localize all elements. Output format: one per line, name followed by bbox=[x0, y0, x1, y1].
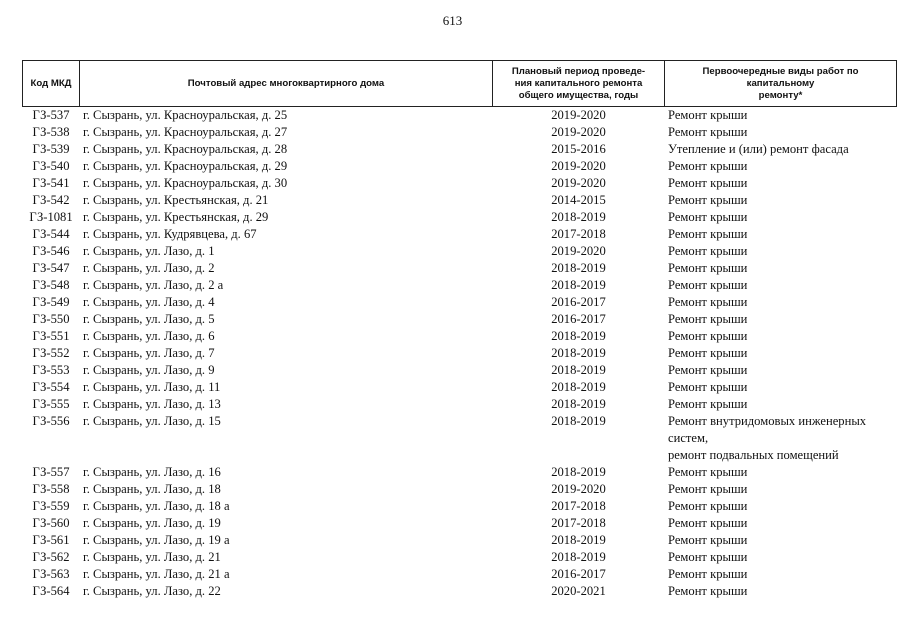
header-code: Код МКД bbox=[23, 61, 80, 107]
table-row bbox=[23, 209, 897, 226]
mkd-code-cell: ГЗ-548 bbox=[32, 278, 70, 292]
works-line: Ремонт крыши bbox=[668, 465, 748, 479]
table-row bbox=[23, 311, 897, 328]
mkd-code-cell: ГЗ-563 bbox=[32, 567, 70, 581]
period-cell: 2018-2019 bbox=[551, 261, 606, 275]
works-line: Ремонт крыши bbox=[668, 499, 748, 513]
mkd-code-cell: ГЗ-564 bbox=[32, 584, 70, 598]
works-cell bbox=[665, 141, 897, 158]
period-cell: 2017-2018 bbox=[551, 499, 606, 513]
address-cell: г. Сызрань, ул. Красноуральская, д. 28 bbox=[83, 142, 288, 156]
mkd-code-cell: ГЗ-554 bbox=[32, 380, 70, 394]
works-cell bbox=[665, 107, 897, 125]
address-cell: г. Сызрань, ул. Лазо, д. 7 bbox=[83, 346, 215, 360]
works-line: Ремонт крыши bbox=[668, 244, 748, 258]
mkd-code-cell: ГЗ-557 bbox=[32, 465, 70, 479]
table-row bbox=[23, 583, 897, 600]
header-period bbox=[493, 61, 665, 107]
works-cell bbox=[665, 328, 897, 345]
mkd-code-cell: ГЗ-558 bbox=[32, 482, 70, 496]
mkd-code-cell: ГЗ-560 bbox=[32, 516, 70, 530]
address-cell: г. Сызрань, ул. Красноуральская, д. 30 bbox=[83, 176, 288, 190]
address-cell: г. Сызрань, ул. Кудрявцева, д. 67 bbox=[83, 227, 257, 241]
address-cell: г. Сызрань, ул. Лазо, д. 22 bbox=[83, 584, 221, 598]
works-cell bbox=[665, 260, 897, 277]
works-cell bbox=[665, 294, 897, 311]
works-line: Ремонт крыши bbox=[668, 159, 748, 173]
mkd-code-cell: ГЗ-550 bbox=[32, 312, 70, 326]
works-cell bbox=[665, 226, 897, 243]
address-cell: г. Сызрань, ул. Лазо, д. 18 bbox=[83, 482, 221, 496]
works-line: Ремонт крыши bbox=[668, 584, 748, 598]
works-cell bbox=[665, 311, 897, 328]
period-cell: 2019-2020 bbox=[551, 176, 606, 190]
table-row bbox=[23, 498, 897, 515]
table-body bbox=[23, 107, 897, 601]
mkd-code-cell: ГЗ-555 bbox=[32, 397, 70, 411]
mkd-code-cell: ГЗ-549 bbox=[32, 295, 70, 309]
table-row bbox=[23, 158, 897, 175]
works-cell bbox=[665, 124, 897, 141]
address-cell: г. Сызрань, ул. Красноуральская, д. 25 bbox=[83, 108, 288, 122]
mkd-code-cell: ГЗ-544 bbox=[32, 227, 70, 241]
housing-registry-table bbox=[22, 60, 897, 600]
works-cell bbox=[665, 175, 897, 192]
address-cell: г. Сызрань, ул. Лазо, д. 1 bbox=[83, 244, 215, 258]
mkd-code-cell: ГЗ-546 bbox=[32, 244, 70, 258]
table-row bbox=[23, 243, 897, 260]
works-line: Ремонт крыши bbox=[668, 380, 748, 394]
address-cell: г. Сызрань, ул. Лазо, д. 15 bbox=[83, 414, 221, 428]
works-line: Ремонт крыши bbox=[668, 176, 748, 190]
header-period-line: ния капитального ремонта bbox=[514, 77, 643, 89]
works-cell bbox=[665, 532, 897, 549]
works-cell bbox=[665, 209, 897, 226]
works-line: Утепление и (или) ремонт фасада bbox=[668, 142, 849, 156]
table-row bbox=[23, 481, 897, 498]
period-cell: 2017-2018 bbox=[551, 227, 606, 241]
table-row bbox=[23, 362, 897, 379]
address-cell: г. Сызрань, ул. Лазо, д. 11 bbox=[83, 380, 221, 394]
address-cell: г. Сызрань, ул. Лазо, д. 13 bbox=[83, 397, 221, 411]
mkd-code-cell: ГЗ-538 bbox=[32, 125, 70, 139]
works-cell bbox=[665, 481, 897, 498]
address-cell: г. Сызрань, ул. Лазо, д. 16 bbox=[83, 465, 221, 479]
table-row bbox=[23, 413, 897, 464]
mkd-code-cell: ГЗ-551 bbox=[32, 329, 70, 343]
address-cell: г. Сызрань, ул. Лазо, д. 4 bbox=[83, 295, 215, 309]
address-cell: г. Сызрань, ул. Лазо, д. 21 а bbox=[83, 567, 230, 581]
table-row bbox=[23, 192, 897, 209]
mkd-code-cell: ГЗ-541 bbox=[32, 176, 70, 190]
works-line: Ремонт крыши bbox=[668, 516, 748, 530]
period-cell: 2016-2017 bbox=[551, 295, 606, 309]
address-cell: г. Сызрань, ул. Лазо, д. 6 bbox=[83, 329, 215, 343]
works-line: Ремонт крыши bbox=[668, 312, 748, 326]
header-works bbox=[665, 61, 897, 107]
header-period-line: Плановый период проведе- bbox=[511, 65, 646, 77]
period-cell: 2018-2019 bbox=[551, 278, 606, 292]
works-cell bbox=[665, 192, 897, 209]
period-cell: 2019-2020 bbox=[551, 125, 606, 139]
table-row bbox=[23, 464, 897, 481]
address-cell: г. Сызрань, ул. Лазо, д. 9 bbox=[83, 363, 215, 377]
period-cell: 2018-2019 bbox=[551, 380, 606, 394]
mkd-code-cell: ГЗ-562 bbox=[32, 550, 70, 564]
address-cell: г. Сызрань, ул. Красноуральская, д. 29 bbox=[83, 159, 288, 173]
period-cell: 2018-2019 bbox=[551, 414, 606, 428]
works-line: Ремонт крыши bbox=[668, 397, 748, 411]
period-cell: 2018-2019 bbox=[551, 329, 606, 343]
works-cell bbox=[665, 566, 897, 583]
address-cell: г. Сызрань, ул. Лазо, д. 2 а bbox=[83, 278, 224, 292]
table-row bbox=[23, 226, 897, 243]
mkd-code-cell: ГЗ-556 bbox=[32, 414, 70, 428]
period-cell: 2018-2019 bbox=[551, 346, 606, 360]
works-cell bbox=[665, 498, 897, 515]
works-line: Ремонт крыши bbox=[668, 193, 748, 207]
works-line: Ремонт крыши bbox=[668, 108, 748, 122]
works-line: Ремонт крыши bbox=[668, 363, 748, 377]
header-works-line: Первоочередные виды работ по капитальному bbox=[702, 65, 859, 89]
works-cell bbox=[665, 345, 897, 362]
table-row bbox=[23, 515, 897, 532]
mkd-code-cell: ГЗ-542 bbox=[32, 193, 70, 207]
address-cell: г. Сызрань, ул. Лазо, д. 18 а bbox=[83, 499, 230, 513]
address-cell: г. Сызрань, ул. Крестьянская, д. 21 bbox=[83, 193, 269, 207]
table-row bbox=[23, 107, 897, 125]
works-cell bbox=[665, 277, 897, 294]
works-line: Ремонт крыши bbox=[668, 567, 748, 581]
table-row bbox=[23, 566, 897, 583]
table-row bbox=[23, 379, 897, 396]
mkd-code-cell: ГЗ-552 bbox=[32, 346, 70, 360]
period-cell: 2019-2020 bbox=[551, 108, 606, 122]
address-cell: г. Сызрань, ул. Красноуральская, д. 27 bbox=[83, 125, 288, 139]
works-line: Ремонт крыши bbox=[668, 482, 748, 496]
header-period-line: общего имущества, годы bbox=[518, 89, 639, 101]
period-cell: 2016-2017 bbox=[551, 312, 606, 326]
mkd-code-cell: ГЗ-1081 bbox=[29, 210, 73, 224]
page-number: 613 bbox=[442, 13, 463, 28]
works-line: Ремонт крыши bbox=[668, 346, 748, 360]
header-works-line: ремонту* bbox=[758, 89, 803, 101]
table-row bbox=[23, 260, 897, 277]
table-row bbox=[23, 124, 897, 141]
period-cell: 2018-2019 bbox=[551, 210, 606, 224]
mkd-code-cell: ГЗ-553 bbox=[32, 363, 70, 377]
header-row bbox=[23, 61, 897, 107]
period-cell: 2018-2019 bbox=[551, 363, 606, 377]
works-line: Ремонт крыши bbox=[668, 295, 748, 309]
works-line: Ремонт внутридомовых инженерных систем, bbox=[668, 414, 867, 445]
table-row bbox=[23, 328, 897, 345]
works-line: Ремонт крыши bbox=[668, 278, 748, 292]
address-cell: г. Сызрань, ул. Лазо, д. 2 bbox=[83, 261, 215, 275]
mkd-code-cell: ГЗ-539 bbox=[32, 142, 70, 156]
address-cell: г. Сызрань, ул. Лазо, д. 5 bbox=[83, 312, 215, 326]
period-cell: 2018-2019 bbox=[551, 465, 606, 479]
table-row bbox=[23, 345, 897, 362]
table-row bbox=[23, 549, 897, 566]
period-cell: 2015-2016 bbox=[551, 142, 606, 156]
works-line: Ремонт крыши bbox=[668, 125, 748, 139]
works-cell bbox=[665, 413, 897, 464]
works-cell bbox=[665, 362, 897, 379]
period-cell: 2019-2020 bbox=[551, 482, 606, 496]
works-cell bbox=[665, 379, 897, 396]
table-header bbox=[23, 61, 897, 107]
table-row bbox=[23, 175, 897, 192]
works-cell bbox=[665, 243, 897, 260]
mkd-code-cell: ГЗ-537 bbox=[32, 108, 70, 122]
header-address: Почтовый адрес многоквартирного дома bbox=[80, 61, 493, 107]
address-cell: г. Сызрань, ул. Крестьянская, д. 29 bbox=[83, 210, 269, 224]
works-cell bbox=[665, 583, 897, 600]
works-cell bbox=[665, 396, 897, 413]
works-line: Ремонт крыши bbox=[668, 210, 748, 224]
table-row bbox=[23, 141, 897, 158]
period-cell: 2020-2021 bbox=[551, 584, 606, 598]
works-line: Ремонт крыши bbox=[668, 533, 748, 547]
works-line: Ремонт крыши bbox=[668, 550, 748, 564]
period-cell: 2019-2020 bbox=[551, 159, 606, 173]
works-line: Ремонт крыши bbox=[668, 227, 748, 241]
works-line: Ремонт крыши bbox=[668, 329, 748, 343]
works-cell bbox=[665, 549, 897, 566]
address-cell: г. Сызрань, ул. Лазо, д. 19 bbox=[83, 516, 221, 530]
mkd-code-cell: ГЗ-540 bbox=[32, 159, 70, 173]
period-cell: 2019-2020 bbox=[551, 244, 606, 258]
works-cell bbox=[665, 464, 897, 481]
period-cell: 2017-2018 bbox=[551, 516, 606, 530]
works-cell bbox=[665, 515, 897, 532]
period-cell: 2014-2015 bbox=[551, 193, 606, 207]
mkd-code-cell: ГЗ-561 bbox=[32, 533, 70, 547]
period-cell: 2016-2017 bbox=[551, 567, 606, 581]
address-cell: г. Сызрань, ул. Лазо, д. 19 а bbox=[83, 533, 230, 547]
table-row bbox=[23, 396, 897, 413]
period-cell: 2018-2019 bbox=[551, 397, 606, 411]
table-row bbox=[23, 294, 897, 311]
address-cell: г. Сызрань, ул. Лазо, д. 21 bbox=[83, 550, 221, 564]
works-line: Ремонт крыши bbox=[668, 261, 748, 275]
table-row bbox=[23, 277, 897, 294]
period-cell: 2018-2019 bbox=[551, 550, 606, 564]
works-line: ремонт подвальных помещений bbox=[668, 448, 839, 462]
period-cell: 2018-2019 bbox=[551, 533, 606, 547]
works-cell bbox=[665, 158, 897, 175]
mkd-code-cell: ГЗ-547 bbox=[32, 261, 70, 275]
mkd-code-cell: ГЗ-559 bbox=[32, 499, 70, 513]
table-row bbox=[23, 532, 897, 549]
